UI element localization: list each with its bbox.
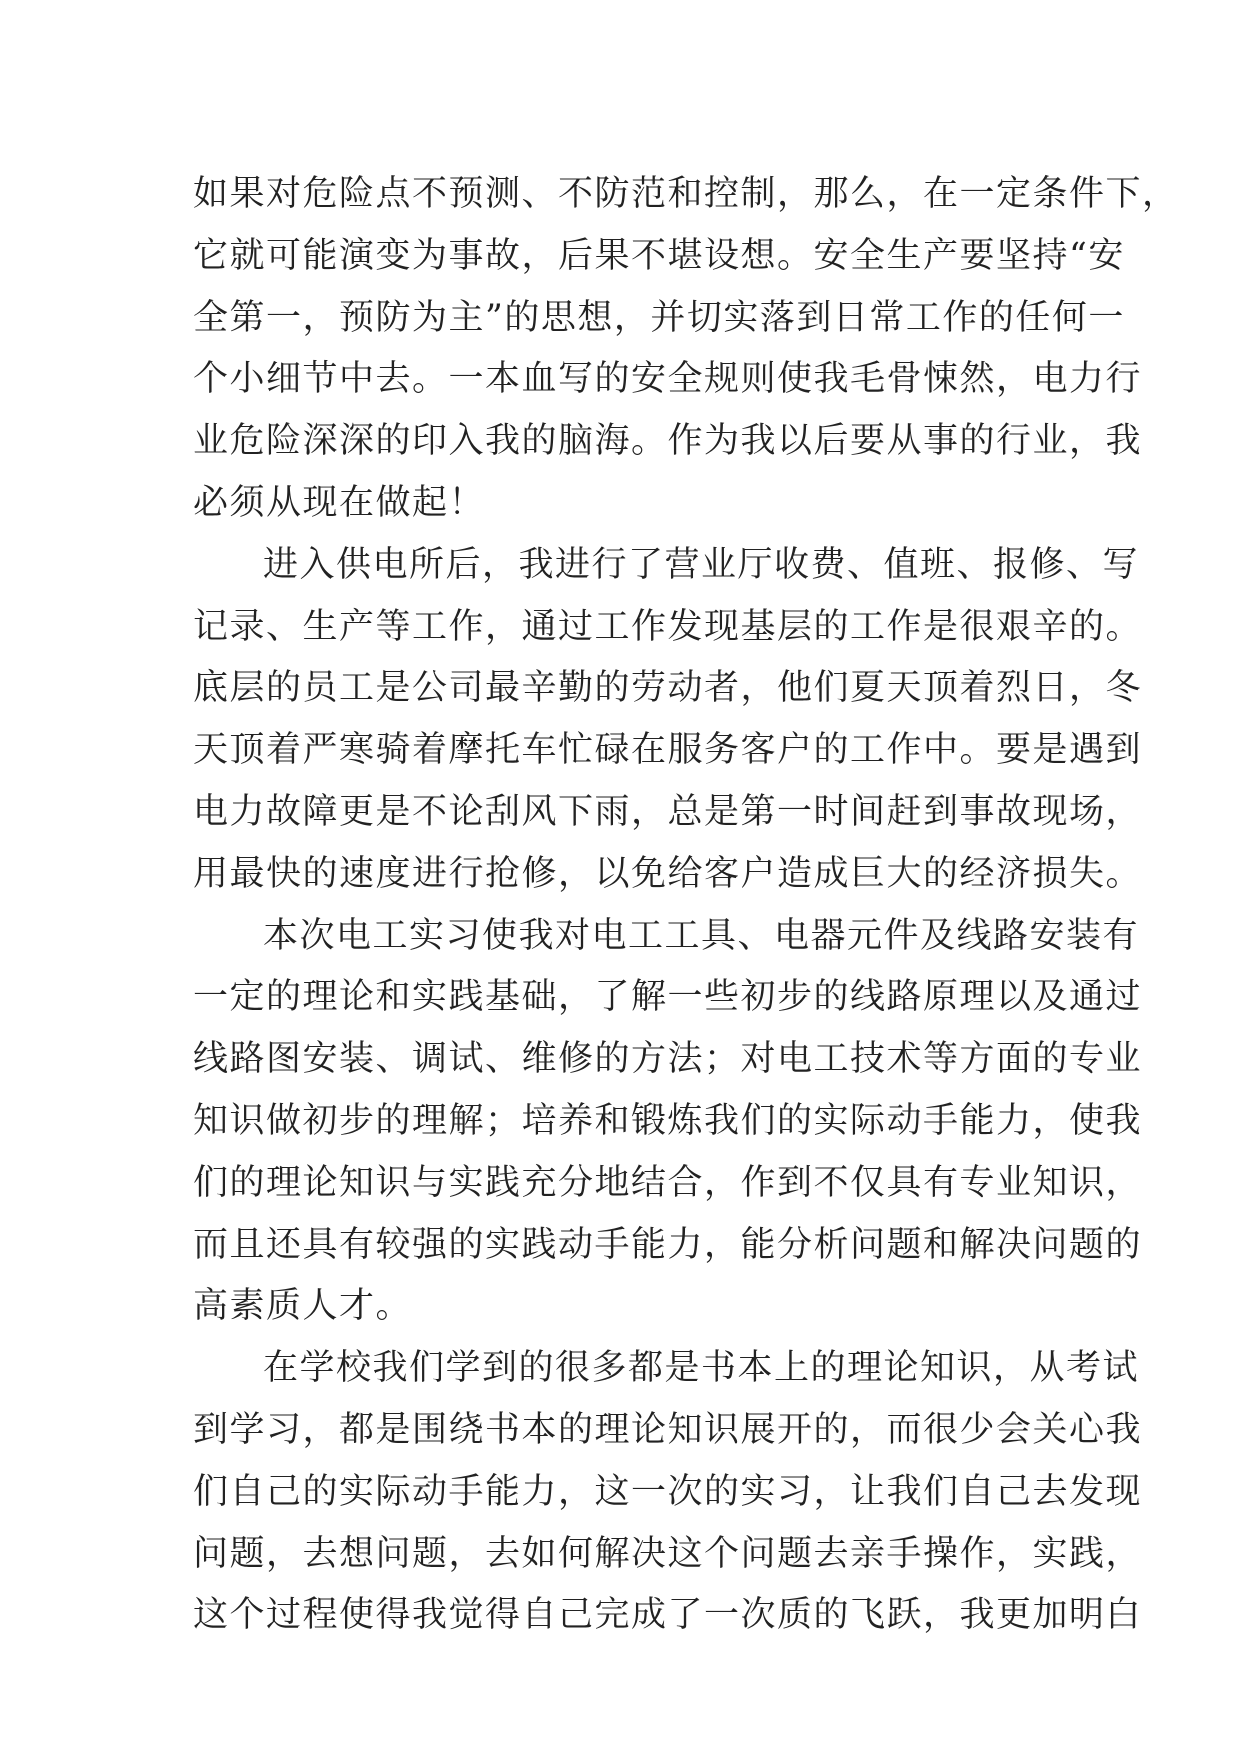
text-line: 如果对危险点不预测、不防范和控制，那么，在一定条件下，: [193, 174, 1179, 214]
text-line: 而且还具有较强的实践动手能力，能分析问题和解决问题的: [193, 1224, 1143, 1265]
paragraph-first-line: 进入供电所后，我进行了营业厅收费、值班、报修、写: [263, 544, 1140, 585]
text-line: 们的理论知识与实践充分地结合，作到不仅具有专业知识，: [193, 1162, 1143, 1203]
paragraph-first-line: 在学校我们学到的很多都是书本上的理论知识，从考试: [263, 1348, 1140, 1389]
text-line: 全第一，预防为主”的思想，并切实落到日常工作的任何一: [193, 297, 1125, 338]
text-line: 们自己的实际动手能力，这一次的实习，让我们自己去发现: [193, 1471, 1143, 1512]
text-line: 底层的员工是公司最辛勤的劳动者，他们夏天顶着烈日，冬: [193, 668, 1143, 709]
text-line: 必须从现在做起！: [193, 482, 486, 523]
text-line: 它就可能演变为事故，后果不堪设想。安全生产要坚持“安: [193, 235, 1125, 276]
text-line: 用最快的速度进行抢修，以免给客户造成巨大的经济损失。: [193, 853, 1143, 894]
text-line: 一定的理论和实践基础，了解一些初步的线路原理以及通过: [193, 977, 1143, 1018]
paragraph-first-line: 本次电工实习使我对电工工具、电器元件及线路安装有: [263, 915, 1140, 956]
text-line: 知识做初步的理解；培养和锻炼我们的实际动手能力，使我: [193, 1100, 1143, 1141]
text-line: 线路图安装、调试、维修的方法；对电工技术等方面的专业: [193, 1039, 1143, 1080]
text-line: 电力故障更是不论刮风下雨，总是第一时间赶到事故现场，: [193, 791, 1143, 832]
text-line: 业危险深深的印入我的脑海。作为我以后要从事的行业，我: [193, 421, 1143, 462]
text-line: 高素质人才。: [193, 1286, 413, 1327]
text-line: 问题，去想问题，去如何解决这个问题去亲手操作，实践，: [193, 1533, 1143, 1574]
body-text: [193, 164, 1179, 1647]
text-line: 记录、生产等工作，通过工作发现基层的工作是很艰辛的。: [193, 606, 1143, 647]
text-line: 到学习，都是围绕书本的理论知识展开的，而很少会关心我: [193, 1409, 1143, 1450]
text-line: 这个过程使得我觉得自己完成了一次质的飞跃，我更加明白: [193, 1595, 1143, 1636]
text-line: 个小细节中去。一本血写的安全规则使我毛骨悚然，电力行: [193, 359, 1143, 400]
text-line: 天顶着严寒骑着摩托车忙碌在服务客户的工作中。要是遇到: [193, 730, 1143, 771]
